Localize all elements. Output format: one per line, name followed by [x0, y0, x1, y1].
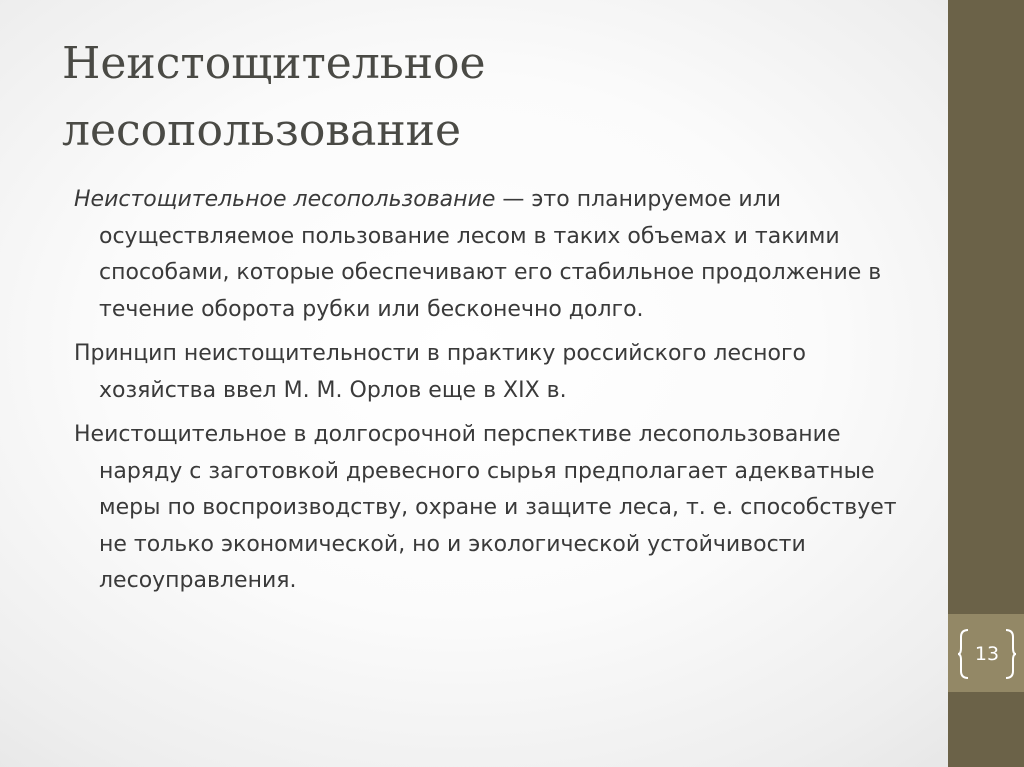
- slide-title-line-1: Неистощительное: [62, 38, 486, 89]
- definition-text: — это планируемое или осуществляемое пользование лесом в таких объемах и такими способами, которые обеспечивают его стабильное продолжение в течение оборота рубки или бесконечно долго.: [99, 187, 882, 322]
- paragraph-long-term: Неистощительное в долгосрочной перспективе лесопользование наряду с заготовкой древесного сырья предполагает адекватные меры по воспроизводству, охране и защите леса, т. е. способствует не только экономической, но и экологической устойчивости лесоуправления.: [74, 422, 897, 593]
- defined-term: Неистощительное лесопользование: [74, 187, 496, 212]
- page-number-badge: [958, 628, 1016, 680]
- slide-title-line-2: лесопользование: [62, 105, 462, 156]
- page-number: 13: [974, 643, 1000, 665]
- paragraph-definition: [74, 182, 900, 328]
- paragraph-principle: Принцип неистощительности в практику российского лесного хозяйства ввел М. М. Орлов еще в XIX в.: [74, 341, 806, 403]
- slide-title: [62, 30, 922, 164]
- slide-body: [74, 182, 900, 608]
